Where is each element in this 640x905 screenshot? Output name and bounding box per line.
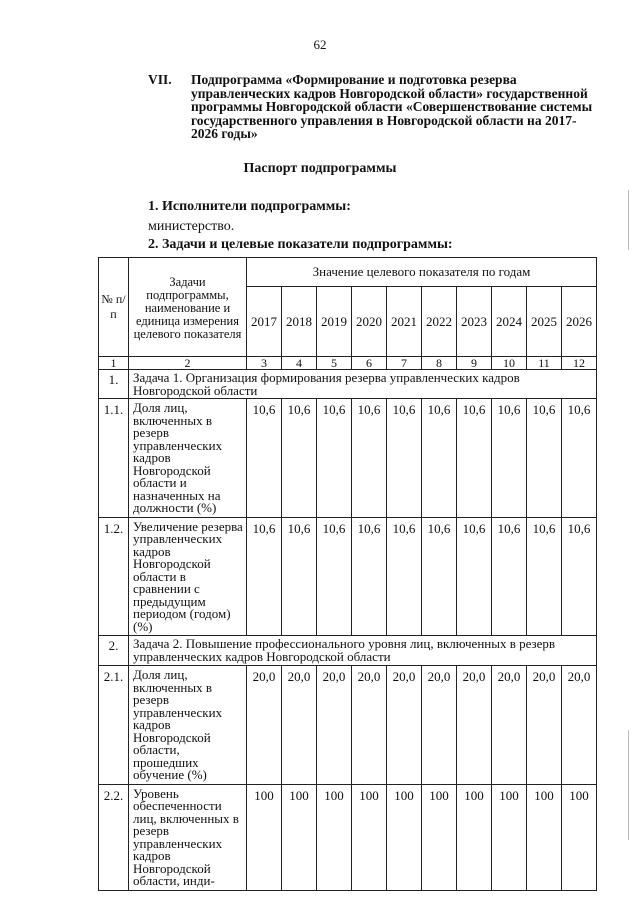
task-row: [99, 636, 597, 666]
indicator-value: 10,6: [422, 399, 457, 518]
indicator-value: 10,6: [282, 517, 317, 636]
indicator-name: Уровень обеспеченности лиц, включенных в резерв управленческих кадров Новгородской области, инди-: [129, 784, 247, 890]
indicator-value: 20,0: [282, 666, 317, 785]
margin-mark: [628, 730, 629, 840]
page-number: 62: [313, 37, 327, 52]
column-index: 12: [562, 357, 597, 370]
indicator-value: 10,6: [527, 399, 562, 518]
indicator-num: 2.2.: [99, 784, 129, 890]
indicator-name: Увеличение резерва управленческих кадров Новгородской области в сравнении с предыдущим периодом (годом) (%): [129, 517, 247, 636]
indicator-value: 100: [562, 784, 597, 890]
task-row: [99, 370, 597, 399]
year-cell: 2022: [422, 287, 457, 357]
indicator-row: [99, 517, 597, 636]
passport-title: Паспорт подпрограммы: [243, 161, 397, 176]
indicator-value: 10,6: [352, 517, 387, 636]
column-index: 2: [129, 357, 247, 370]
indicator-value: 20,0: [457, 666, 492, 785]
year-cell: 2018: [282, 287, 317, 357]
indicator-value: 100: [352, 784, 387, 890]
indicator-value: 10,6: [527, 517, 562, 636]
indicator-value: 10,6: [457, 399, 492, 518]
indicators-table: [98, 257, 597, 891]
indicator-name: Доля лиц, включенных в резерв управленческих кадров Новгородской области и назначенных на должности (%): [129, 399, 247, 518]
column-index-row: [99, 357, 597, 370]
year-cell: 2021: [387, 287, 422, 357]
indicator-value: 10,6: [492, 399, 527, 518]
section-title: Подпрограмма «Формирование и подготовка резерва управленческих кадров Новгородской области» государственной программы Новгородской области «Совершенствование системы государственного управления в Новгородской области на 2017-2026 годы»: [191, 72, 593, 141]
indicator-value: 10,6: [282, 399, 317, 518]
year-cell: 2024: [492, 287, 527, 357]
indicator-num: 1.2.: [99, 517, 129, 636]
indicator-row: [99, 666, 597, 785]
column-index: 5: [317, 357, 352, 370]
column-index: 9: [457, 357, 492, 370]
indicator-value: 10,6: [387, 517, 422, 636]
indicator-value: 100: [282, 784, 317, 890]
indicator-value: 20,0: [527, 666, 562, 785]
indicator-value: 20,0: [352, 666, 387, 785]
indicator-num: 2.1.: [99, 666, 129, 785]
table-header-row: [99, 258, 597, 287]
column-index: 4: [282, 357, 317, 370]
margin-mark: [628, 190, 629, 250]
header-values: Значение целевого показателя по годам: [247, 258, 597, 287]
indicator-value: 20,0: [562, 666, 597, 785]
executors-heading: 1. Исполнители подпрограммы:: [148, 199, 351, 214]
indicator-value: 10,6: [317, 399, 352, 518]
indicator-value: 10,6: [562, 517, 597, 636]
indicator-value: 10,6: [387, 399, 422, 518]
indicator-value: 10,6: [562, 399, 597, 518]
indicator-value: 100: [317, 784, 352, 890]
indicator-value: 20,0: [317, 666, 352, 785]
tasks-heading: 2. Задачи и целевые показатели подпрограммы:: [148, 237, 453, 252]
section-heading: [148, 73, 600, 141]
task-title: Задача 2. Повышение профессионального уровня лиц, включенных в резерв управленческих кадров Новгородской области: [129, 636, 597, 666]
task-num: 1.: [99, 370, 129, 399]
indicator-value: 20,0: [492, 666, 527, 785]
indicator-value: 100: [387, 784, 422, 890]
indicator-value: 20,0: [247, 666, 282, 785]
year-cell: 2017: [247, 287, 282, 357]
indicator-value: 100: [457, 784, 492, 890]
indicator-name: Доля лиц, включенных в резерв управленческих кадров Новгородской области, прошедших обучение (%): [129, 666, 247, 785]
year-cell: 2019: [317, 287, 352, 357]
indicator-value: 10,6: [247, 517, 282, 636]
year-cell: 2026: [562, 287, 597, 357]
year-cell: 2023: [457, 287, 492, 357]
section-roman-numeral: VII.: [148, 72, 172, 87]
indicator-value: 20,0: [387, 666, 422, 785]
column-index: 7: [387, 357, 422, 370]
indicator-value: 20,0: [422, 666, 457, 785]
indicator-value: 100: [247, 784, 282, 890]
indicator-value: 100: [422, 784, 457, 890]
year-cell: 2020: [352, 287, 387, 357]
executors-value: министерство.: [148, 219, 235, 234]
column-index: 10: [492, 357, 527, 370]
column-index: 11: [527, 357, 562, 370]
indicator-value: 100: [492, 784, 527, 890]
task-title: Задача 1. Организация формирования резерва управленческих кадров Новгородской области: [129, 370, 597, 399]
indicator-value: 10,6: [457, 517, 492, 636]
indicator-row: [99, 399, 597, 518]
indicator-value: 100: [527, 784, 562, 890]
column-index: 6: [352, 357, 387, 370]
indicator-value: 10,6: [422, 517, 457, 636]
year-cell: 2025: [527, 287, 562, 357]
indicator-value: 10,6: [317, 517, 352, 636]
header-num: № п/п: [99, 258, 129, 357]
indicator-value: 10,6: [247, 399, 282, 518]
indicator-value: 10,6: [352, 399, 387, 518]
indicator-value: 10,6: [492, 517, 527, 636]
indicator-num: 1.1.: [99, 399, 129, 518]
indicator-row: [99, 784, 597, 890]
header-task: Задачи подпрограммы, наименование и единица измерения целевого показателя: [129, 258, 247, 357]
task-num: 2.: [99, 636, 129, 666]
column-index: 3: [247, 357, 282, 370]
column-index: 8: [422, 357, 457, 370]
column-index: 1: [99, 357, 129, 370]
